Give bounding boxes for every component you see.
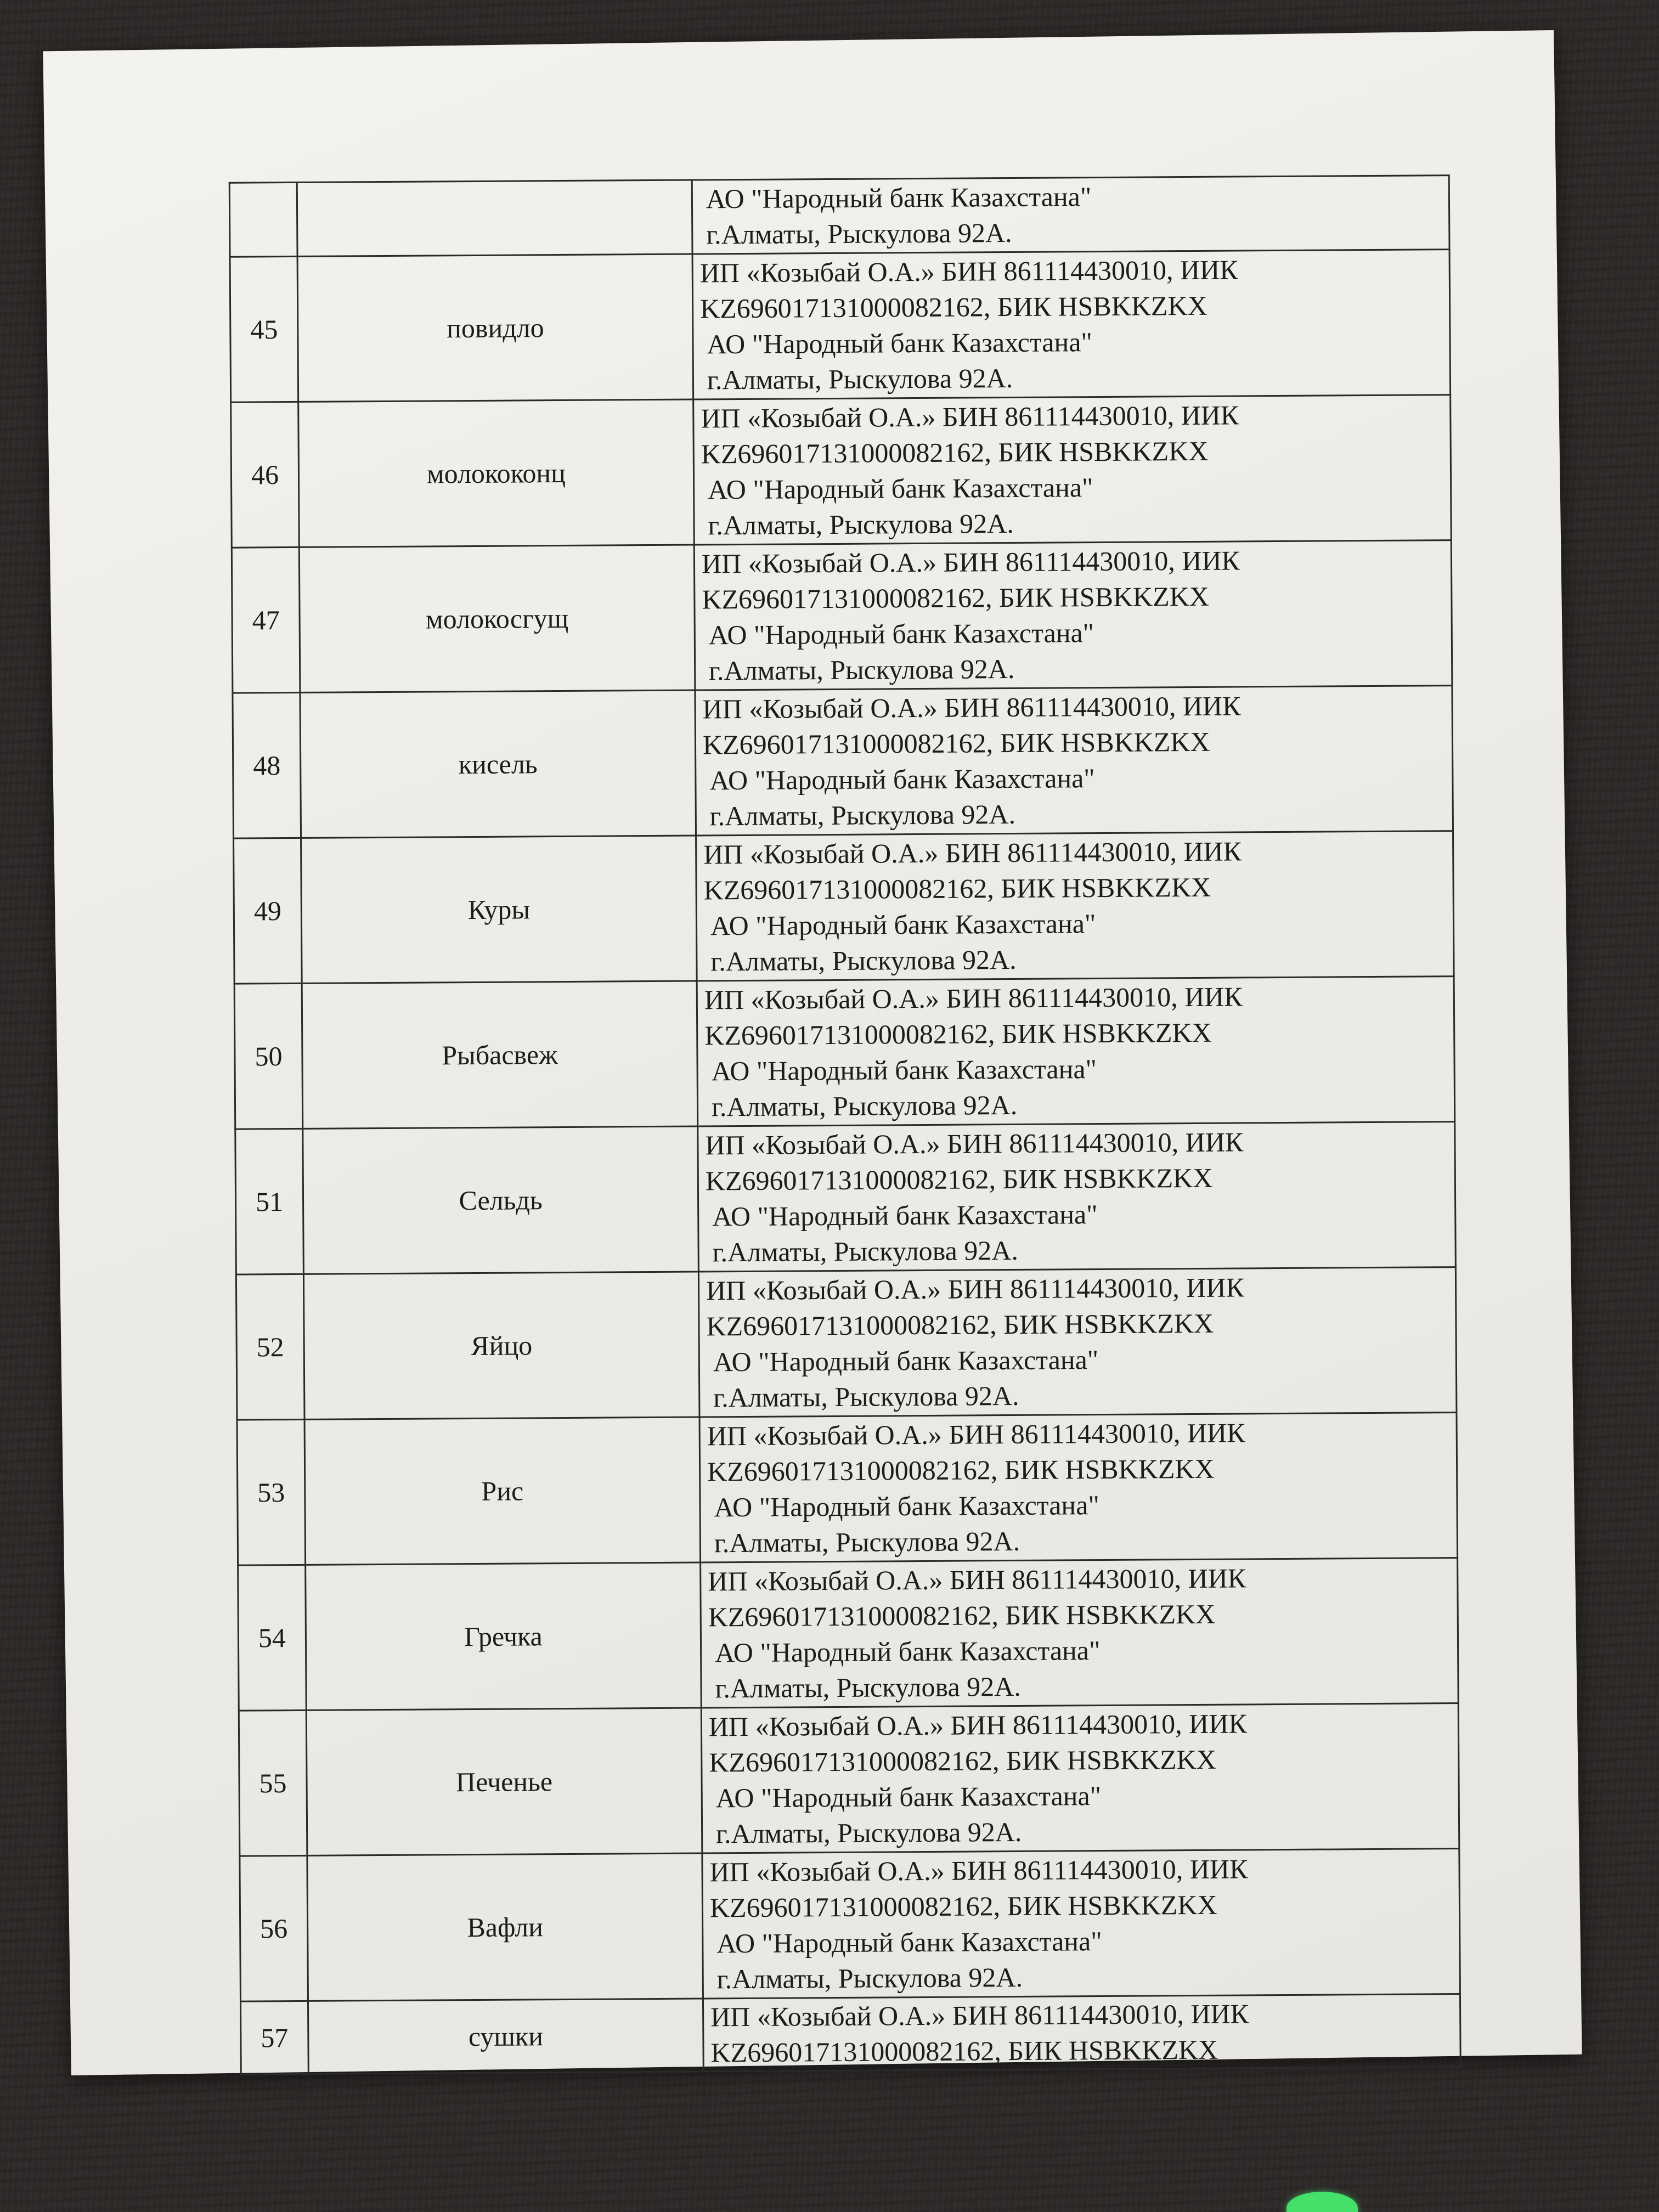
table-row (240, 1994, 1460, 2075)
requisites-line: ИП «Козыбай О.А.» БИН 861114430010, ИИК (701, 545, 1240, 579)
requisites-line: ИП «Козыбай О.А.» БИН 861114430010, ИИК (709, 1853, 1248, 1888)
requisites-line: ИП «Козыбай О.А.» БИН 861114430010, ИИК (707, 1417, 1245, 1452)
row-name-cell (297, 180, 692, 256)
requisites-line: ИП «Козыбай О.А.» БИН 861114430010, ИИК (701, 399, 1239, 434)
requisites-line: KZ696017131000082162, БИК HSBKKZKX (706, 1307, 1214, 1342)
row-requisites-cell (703, 1994, 1460, 2072)
row-name-cell: молококонц (298, 399, 695, 547)
requisites-line: г.Алматы, Рыскулова 92А. (709, 798, 1016, 832)
table-body (229, 176, 1460, 2075)
row-name-cell: Печенье (306, 1708, 702, 1855)
requisites-line: KZ696017131000082162, БИК HSBKKZKX (709, 1889, 1217, 1923)
row-requisites-cell (701, 1558, 1459, 1708)
table-row (239, 1703, 1459, 1857)
requisites-line: KZ696017131000082162, БИК HSBKKZKX (702, 580, 1210, 615)
row-number-cell: 46 (231, 402, 300, 548)
requisites-line: г.Алматы, Рыскулова 92А. (716, 1961, 1023, 1995)
row-number-cell: 45 (230, 256, 298, 402)
row-name-cell: Рыбасвеж (302, 981, 698, 1128)
requisites-line: KZ696017131000082162, БИК HSBKKZKX (707, 1453, 1215, 1487)
row-name-cell: Рис (304, 1417, 701, 1565)
requisites-line: АО "Народный банк Казахстана" (711, 1053, 1097, 1087)
requisites-line: АО "Народный банк Казахстана" (709, 763, 1095, 796)
table-row (235, 1122, 1456, 1275)
row-requisites-cell (694, 540, 1452, 690)
table-row (234, 977, 1455, 1130)
requisites-line: ИП «Козыбай О.А.» БИН 861114430010, ИИК (704, 981, 1243, 1015)
requisites-line: KZ696017131000082162, БИК HSBKKZKX (701, 435, 1209, 470)
row-name-cell: Гречка (306, 1562, 702, 1710)
row-number-cell: 47 (232, 547, 300, 693)
requisites-line: KZ696017131000082162, БИК HSBKKZKX (699, 290, 1207, 324)
table-row (240, 1849, 1460, 2002)
table-row (238, 1558, 1459, 1711)
row-number-cell: 51 (235, 1128, 304, 1274)
table-row (231, 395, 1452, 548)
row-requisites-cell (697, 977, 1455, 1126)
requisites-line: ИП «Козыбай О.А.» БИН 861114430010, ИИК (705, 1126, 1244, 1161)
requisites-line: АО "Народный банк Казахстана" (714, 1489, 1099, 1523)
table-row (237, 1413, 1458, 1566)
requisites-line: АО "Народный банк Казахстана" (710, 908, 1096, 941)
requisites-line: KZ696017131000082162, БИК HSBKKZKX (702, 726, 1210, 760)
row-number-cell: 50 (234, 983, 303, 1129)
requisites-line: г.Алматы, Рыскулова 92А. (711, 1089, 1018, 1122)
requisites-line: АО "Народный банк Казахстана" (708, 617, 1094, 651)
green-object (1286, 2192, 1358, 2212)
row-name-cell: кисель (300, 690, 696, 838)
row-requisites-cell (696, 831, 1454, 981)
requisites-table (229, 174, 1462, 2075)
requisites-line: ИП «Козыбай О.А.» БИН 861114430010, ИИК (703, 836, 1242, 870)
table-row (232, 540, 1452, 693)
row-number-cell: 52 (236, 1274, 304, 1420)
requisites-line: г.Алматы, Рыскулова 92А. (713, 1380, 1019, 1413)
requisites-line: АО "Народный банк Казахстана" (708, 472, 1093, 505)
paper-sheet (43, 30, 1582, 2075)
requisites-line: АО "Народный банк Казахстана" (707, 326, 1093, 360)
row-name-cell: Яйцо (303, 1272, 699, 1419)
row-number-cell: 55 (239, 1710, 307, 1856)
requisites-line: г.Алматы, Рыскулова 92А. (712, 1234, 1019, 1268)
row-requisites-cell (692, 250, 1451, 399)
requisites-line: KZ696017131000082162, БИК HSBKKZKX (710, 2034, 1218, 2068)
row-number-cell: 53 (237, 1419, 306, 1565)
row-requisites-cell (701, 1703, 1459, 1853)
requisites-line: KZ696017131000082162, БИК HSBKKZKX (704, 1017, 1212, 1051)
table-row (233, 686, 1453, 839)
requisites-line: г.Алматы, Рыскулова 92А. (709, 653, 1015, 686)
row-number-cell: 57 (240, 2001, 308, 2074)
requisites-line: АО "Народный банк Казахстана" (715, 1780, 1102, 1814)
row-name-cell: Сельдь (303, 1126, 699, 1274)
requisites-line: ИП «Козыбай О.А.» БИН 861114430010, ИИК (702, 690, 1241, 725)
table-row (230, 250, 1451, 403)
requisites-line: ИП «Козыбай О.А.» БИН 861114430010, ИИК (708, 1708, 1247, 1742)
requisites-line: ИП «Козыбай О.А.» БИН 861114430010, ИИК (706, 1272, 1245, 1306)
row-name-cell: Куры (301, 836, 697, 983)
requisites-line: АО "Народный банк Казахстана" (712, 1199, 1098, 1232)
row-name-cell: молокосгущ (299, 545, 695, 692)
requisites-line: г.Алматы, Рыскулова 92А. (706, 217, 1012, 250)
requisites-line: АО "Народный банк Казахстана" (706, 181, 1092, 215)
row-name-cell: Вафли (307, 1853, 703, 2001)
row-number-cell: 54 (238, 1565, 307, 1711)
requisites-line: г.Алматы, Рыскулова 92А. (710, 944, 1017, 977)
row-number-cell (229, 182, 297, 257)
requisites-line: АО "Народный банк Казахстана" (716, 1926, 1102, 1959)
requisites-line: ИП «Козыбай О.А.» БИН 861114430010, ИИК (708, 1562, 1246, 1597)
row-requisites-cell (692, 176, 1449, 254)
requisites-line: АО "Народный банк Казахстана" (714, 1635, 1101, 1668)
row-number-cell: 49 (234, 838, 302, 984)
row-number-cell: 48 (233, 692, 301, 838)
row-name-cell: сушки (308, 1999, 703, 2074)
row-requisites-cell (693, 395, 1452, 545)
requisites-line: г.Алматы, Рыскулова 92А. (715, 1671, 1021, 1704)
requisites-line: ИП «Козыбай О.А.» БИН 861114430010, ИИК (710, 1998, 1249, 2033)
row-requisites-cell (699, 1413, 1458, 1562)
row-name-cell: повидло (297, 254, 693, 402)
table-row (236, 1267, 1457, 1420)
requisites-line: г.Алматы, Рыскулова 92А. (708, 507, 1014, 541)
row-requisites-cell (702, 1849, 1460, 1999)
table-row (234, 831, 1454, 984)
requisites-line: KZ696017131000082162, БИК HSBKKZKX (709, 1743, 1217, 1778)
row-number-cell: 56 (240, 1855, 308, 2001)
requisites-line: KZ696017131000082162, БИК HSBKKZKX (703, 871, 1211, 906)
requisites-line: ИП «Козыбай О.А.» БИН 861114430010, ИИК (699, 254, 1238, 289)
requisites-line: г.Алматы, Рыскулова 92А. (707, 362, 1013, 396)
row-requisites-cell (698, 1122, 1456, 1272)
row-requisites-cell (695, 686, 1453, 836)
requisites-line: KZ696017131000082162, БИК HSBKKZKX (708, 1598, 1216, 1633)
requisites-line: АО "Народный банк Казахстана" (713, 1344, 1099, 1378)
row-requisites-cell (698, 1267, 1457, 1417)
requisites-line: г.Алматы, Рыскулова 92А. (715, 1816, 1022, 1849)
table-row-continued (229, 176, 1449, 257)
requisites-line: г.Алматы, Рыскулова 92А. (714, 1525, 1020, 1559)
requisites-line: KZ696017131000082162, БИК HSBKKZKX (705, 1162, 1213, 1197)
